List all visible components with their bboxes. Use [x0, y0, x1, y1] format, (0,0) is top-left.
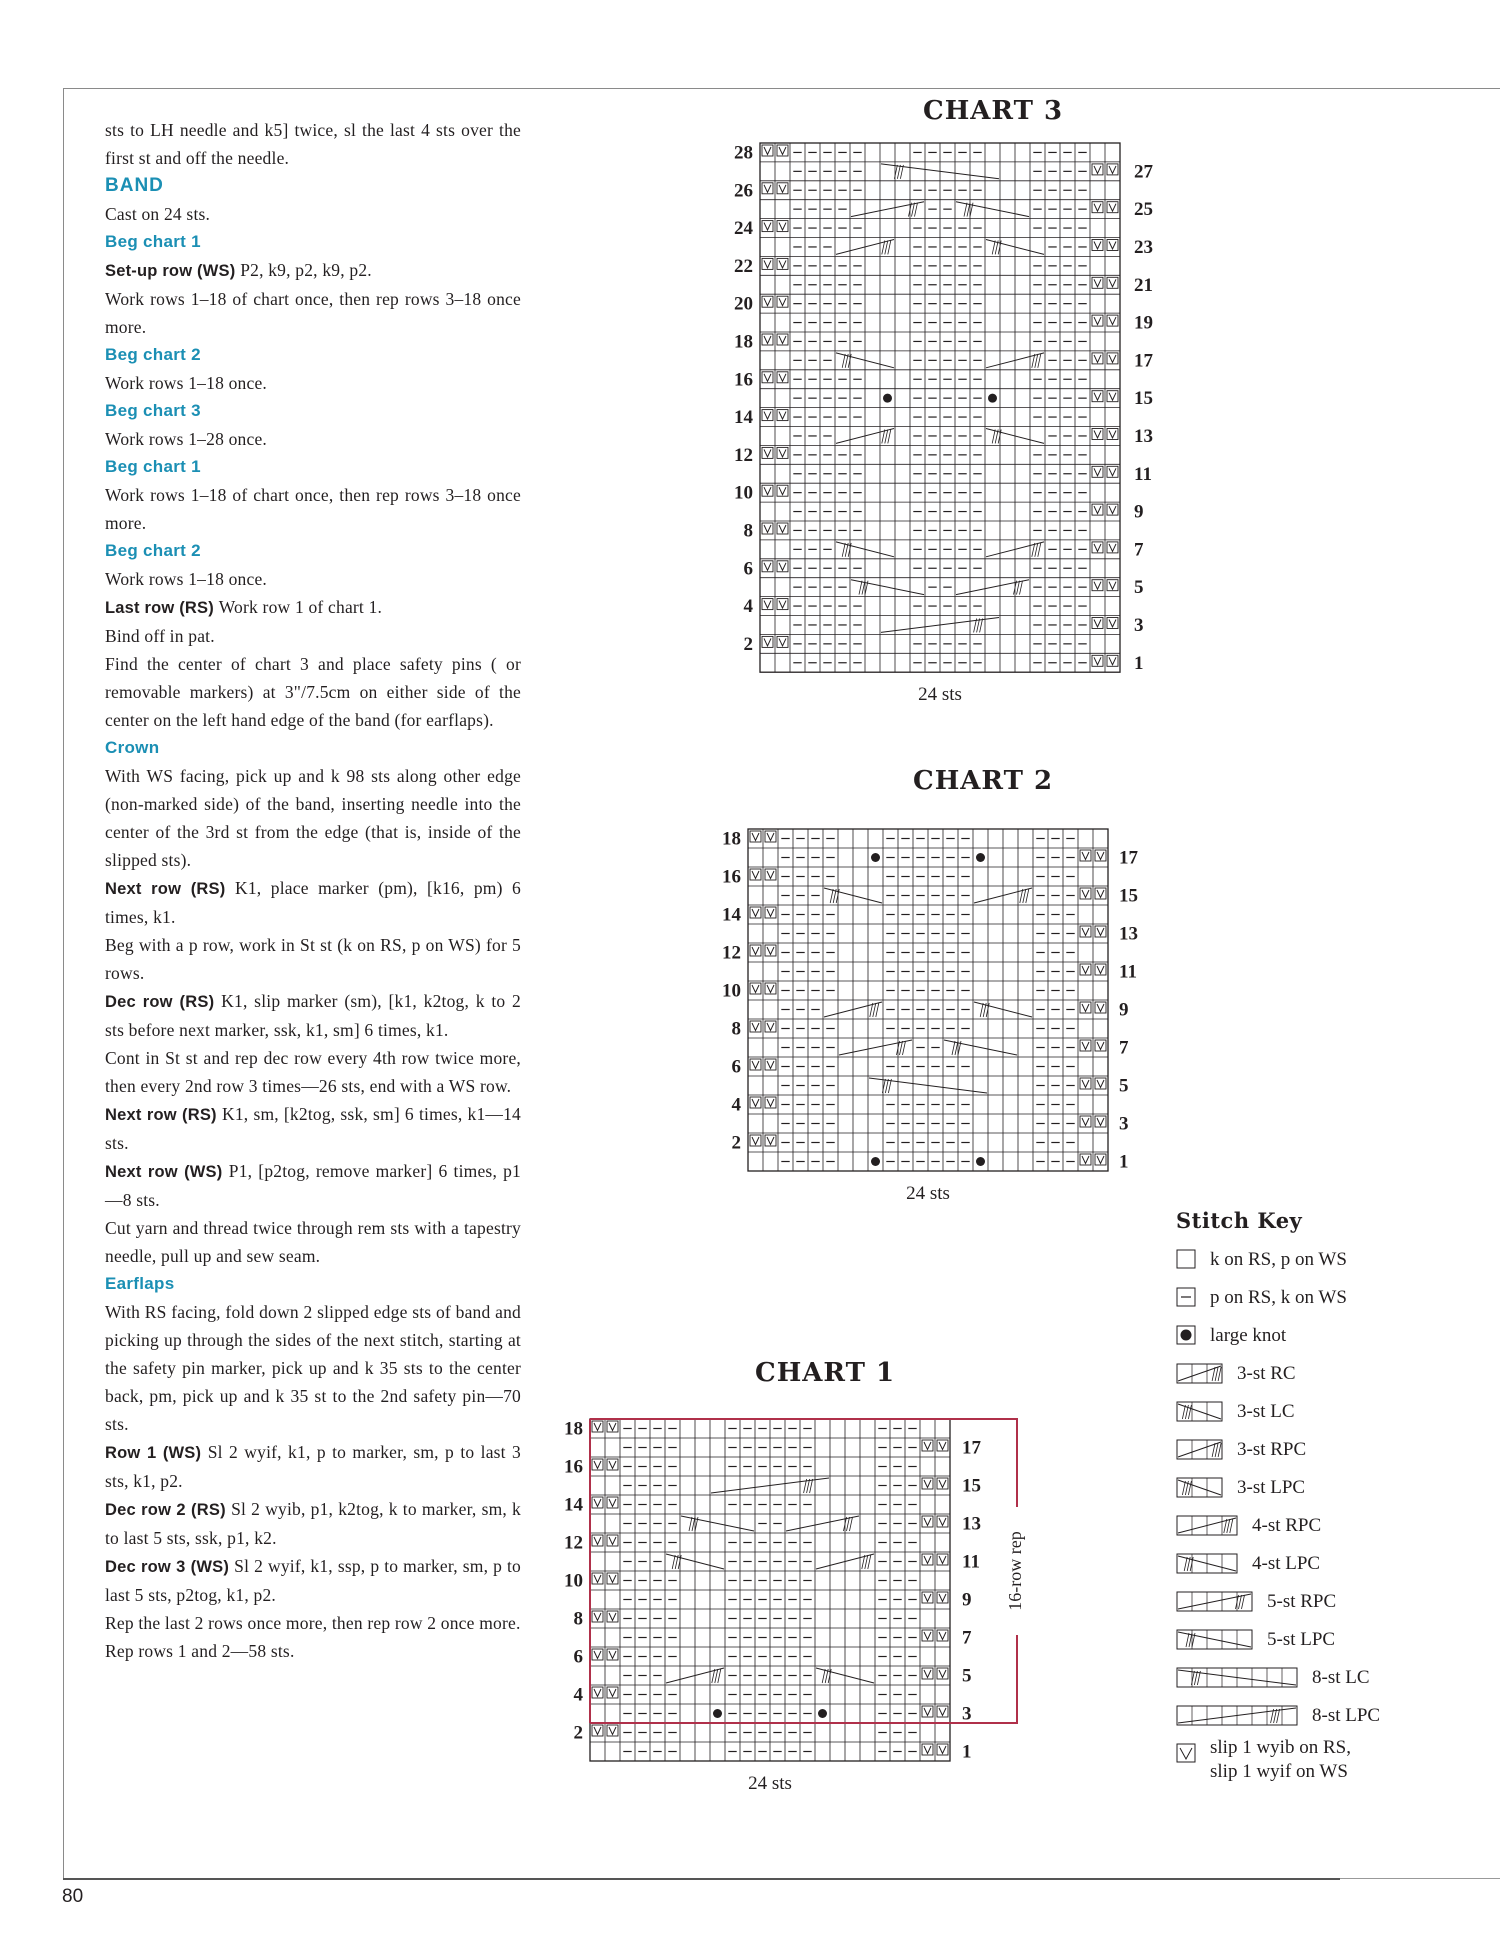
instruction-paragraph — [105, 874, 521, 931]
large-knot-dot — [871, 853, 880, 862]
row-number-left: 4 — [573, 1684, 583, 1706]
row-label: Dec row (RS) — [105, 993, 222, 1011]
stitch-key-label-line: 4-st LPC — [1252, 1553, 1321, 1574]
row-label: Dec row 2 (RS) — [105, 1501, 232, 1519]
row-number-right: 17 — [1119, 847, 1138, 869]
row-number-right: 3 — [962, 1703, 972, 1725]
row-number-left: 14 — [564, 1494, 583, 1516]
row-number-left: 2 — [731, 1132, 741, 1154]
row-label: Next row (RS) — [105, 1106, 223, 1124]
row-number-right: 15 — [962, 1475, 981, 1497]
stitch-key-label-line: 3-st RPC — [1237, 1439, 1307, 1460]
chart-1 — [540, 1413, 1120, 1803]
row-number-right: 7 — [1134, 539, 1144, 561]
instruction-paragraph — [105, 256, 521, 285]
stitch-key-label — [1267, 1629, 1335, 1651]
instruction-paragraph — [105, 1495, 521, 1552]
stitch-key-cable-symbol — [1176, 1438, 1225, 1462]
instruction-text: Sl 2 wyib, p1, k2tog, k to marker, sm, k to last 5 sts, ssk, p1, k2. — [105, 1499, 522, 1548]
instruction-text: Cut yarn and thread twice through rem sts with a tapestry needle, pull up and sew seam. — [105, 1218, 521, 1266]
instruction-text: Work rows 1–18 once. — [105, 569, 268, 589]
row-number-right: 25 — [1134, 199, 1153, 221]
row-number-left: 4 — [743, 596, 753, 618]
row-number-left: 12 — [734, 444, 753, 466]
row-number-left: 6 — [731, 1056, 741, 1078]
key-knot-dot — [1181, 1330, 1192, 1341]
row-number-right: 21 — [1134, 274, 1153, 296]
large-knot-dot — [713, 1709, 722, 1718]
chart-grid — [748, 829, 1108, 1171]
stitch-key-cable-symbol — [1176, 1476, 1225, 1500]
instruction-text: Work rows 1–28 once. — [105, 429, 268, 449]
row-label: Row 1 (WS) — [105, 1444, 208, 1462]
page-frame-top — [63, 88, 1500, 89]
chart-1-title: CHART 1 — [755, 1358, 896, 1388]
instruction-text: P1, [p2tog, remove marker] 6 times, p1—8 sts. — [105, 1161, 522, 1210]
row-number-left: 16 — [564, 1456, 583, 1478]
row-label: Next row (WS) — [105, 1163, 229, 1181]
row-number-left: 10 — [734, 482, 753, 504]
row-number-left: 18 — [722, 828, 741, 850]
instruction-text: With WS facing, pick up and k 98 sts along other edge (non-marked side) of the band, inserting needle into the center of the 3rd st from the edge (that is, inside of the slipped sts). — [105, 766, 521, 870]
stitch-key-label — [1237, 1477, 1305, 1499]
stitch-key-label — [1237, 1401, 1295, 1423]
stitch-key-label-line: 8-st LC — [1312, 1667, 1370, 1688]
stitch-key-label — [1237, 1439, 1306, 1461]
chart-2-title: CHART 2 — [913, 766, 1054, 796]
stitch-key-purl-symbol — [1176, 1286, 1198, 1310]
pattern-instructions — [105, 116, 521, 1665]
row-number-left: 14 — [722, 904, 741, 926]
stitch-key-cable-symbol — [1176, 1552, 1240, 1576]
large-knot-dot — [988, 394, 997, 403]
section-heading: Beg chart 2 — [105, 345, 201, 364]
row-number-left: 10 — [564, 1570, 583, 1592]
stitch-key-knot-symbol — [1176, 1324, 1198, 1348]
chart-grid — [760, 143, 1120, 672]
row-number-left: 6 — [743, 558, 753, 580]
instruction-paragraph — [105, 285, 521, 341]
row-label: Last row (RS) — [105, 599, 219, 617]
large-knot-dot — [883, 394, 892, 403]
row-number-right: 9 — [1134, 501, 1144, 523]
row-number-left: 26 — [734, 180, 753, 202]
stitch-key-label — [1210, 1736, 1351, 1784]
row-number-right: 13 — [1134, 425, 1153, 447]
stitch-key-cable-symbol — [1176, 1628, 1255, 1652]
row-number-right: 7 — [962, 1627, 972, 1649]
row-number-right: 27 — [1134, 161, 1153, 183]
stitch-key-label-line: 4-st RPC — [1252, 1515, 1322, 1536]
instruction-paragraph — [105, 762, 521, 874]
instruction-paragraph — [105, 931, 521, 987]
section-heading: Beg chart 1 — [105, 232, 201, 251]
large-knot-dot — [871, 1157, 880, 1166]
instruction-text: K1, sm, [k2tog, ssk, sm] 6 times, k1—14 sts. — [105, 1104, 521, 1153]
section-heading: Crown — [105, 738, 160, 757]
instruction-paragraph — [105, 1438, 521, 1495]
page-frame-bottom — [63, 1878, 1340, 1880]
row-number-left: 4 — [731, 1094, 741, 1116]
stitch-key-label — [1210, 1287, 1347, 1309]
instruction-text: With RS facing, fold down 2 slipped edge sts of band and picking up through the sides of the next stitch, starting at the safety pin marker, pick up and k 35 sts to the center back, pm, pick up and k 35 st to the 2nd safety pin—70 sts. — [105, 1302, 521, 1434]
row-number-right: 15 — [1119, 885, 1138, 907]
instruction-text: Work row 1 of chart 1. — [218, 597, 383, 617]
large-knot-dot — [976, 853, 985, 862]
chart-2 — [700, 822, 1260, 1212]
row-number-right: 23 — [1134, 236, 1153, 258]
row-number-left: 2 — [743, 633, 753, 655]
instruction-paragraph — [105, 1298, 521, 1438]
instruction-text: Find the center of chart 3 and place safety pins ( or removable markers) at 3"/7.5cm on either side of the center on the left hand edge of the band (for earflaps). — [105, 654, 521, 730]
stitch-key-label — [1252, 1515, 1321, 1537]
chart-3-title: CHART 3 — [923, 96, 1064, 126]
stitch-key-label-line: k on RS, p on WS — [1210, 1249, 1347, 1270]
chart-3 — [700, 137, 1300, 717]
instruction-paragraph — [105, 565, 521, 593]
row-number-left: 10 — [722, 980, 741, 1002]
stitch-key-cable-symbol — [1176, 1514, 1240, 1538]
stitch-key-label-line: 5-st RPC — [1267, 1591, 1337, 1612]
section-heading: Earflaps — [105, 1274, 175, 1293]
row-label: Dec row 3 (WS) — [105, 1558, 235, 1576]
instruction-paragraph — [105, 1100, 521, 1157]
stitch-key-label — [1312, 1667, 1370, 1689]
row-number-right: 9 — [962, 1589, 972, 1611]
instruction-text: P2, k9, p2, k9, p2. — [240, 260, 372, 280]
instruction-text: Rep rows 1 and 2—58 sts. — [105, 1641, 295, 1661]
stitch-key-label-line: 5-st LPC — [1267, 1629, 1336, 1650]
row-number-right: 17 — [1134, 350, 1153, 372]
row-number-left: 18 — [734, 331, 753, 353]
row-number-left: 8 — [573, 1608, 583, 1630]
page-frame-left — [63, 88, 64, 1878]
instruction-paragraph — [105, 987, 521, 1044]
row-number-right: 3 — [1134, 614, 1144, 636]
row-number-left: 16 — [722, 866, 741, 888]
row-number-left: 8 — [743, 520, 753, 542]
row-number-left: 16 — [734, 369, 753, 391]
instruction-paragraph — [105, 200, 521, 228]
stitch-key-label — [1210, 1249, 1347, 1271]
stitch-key-cable-symbol — [1176, 1400, 1225, 1424]
stitch-key-label-line: 3-st LC — [1237, 1401, 1295, 1422]
stitch-key-label-line: 8-st LPC — [1312, 1705, 1381, 1726]
key-box — [1177, 1250, 1195, 1268]
row-number-right: 5 — [962, 1665, 972, 1687]
section-heading: Beg chart 2 — [105, 541, 201, 560]
row-number-right: 1 — [1119, 1151, 1129, 1173]
instruction-paragraph — [105, 650, 521, 734]
instruction-text: K1, slip marker (sm), [k1, k2tog, k to 2 sts before next marker, ssk, k1, sm] 6 times, k1. — [105, 991, 521, 1040]
stitch-key-label-line: slip 1 wyif on WS — [1210, 1761, 1348, 1782]
row-number-left: 6 — [573, 1646, 583, 1668]
repeat-label: 16-row rep — [1005, 1531, 1026, 1611]
row-number-right: 15 — [1134, 388, 1153, 410]
row-number-left: 12 — [722, 942, 741, 964]
row-number-left: 22 — [734, 255, 753, 277]
instruction-text: K1, place marker (pm), [k16, pm) 6 times, k1. — [105, 878, 521, 927]
stitch-key-label — [1210, 1325, 1286, 1347]
instruction-paragraph — [105, 1214, 521, 1270]
instruction-text: Bind off in pat. — [105, 626, 215, 646]
row-number-right: 3 — [1119, 1113, 1129, 1135]
stitch-key-cable-symbol — [1176, 1362, 1225, 1386]
chart-width-label: 24 sts — [906, 1183, 950, 1204]
instruction-paragraph — [105, 593, 521, 622]
row-label: Next row (RS) — [105, 880, 236, 898]
instruction-text: Cast on 24 sts. — [105, 204, 211, 224]
row-number-left: 2 — [573, 1722, 583, 1744]
page-number: 80 — [62, 1886, 84, 1907]
row-number-left: 12 — [564, 1532, 583, 1554]
instruction-paragraph — [105, 1157, 521, 1214]
instruction-paragraph — [105, 1552, 521, 1609]
stitch-key-label-line: 3-st RC — [1237, 1363, 1296, 1384]
section-heading: Beg chart 1 — [105, 457, 201, 476]
chart-grid — [590, 1419, 950, 1761]
stitch-key-label-line: large knot — [1210, 1325, 1287, 1346]
chart-width-label: 24 sts — [748, 1773, 792, 1794]
row-number-right: 13 — [962, 1513, 981, 1535]
stitch-key-label-line: p on RS, k on WS — [1210, 1287, 1347, 1308]
instruction-paragraph — [105, 622, 521, 650]
row-number-right: 13 — [1119, 923, 1138, 945]
instruction-paragraph — [105, 425, 521, 453]
stitch-key-slip-symbol — [1176, 1742, 1198, 1766]
instruction-text: Sl 2 wyif, k1, p to marker, sm, p to last 3 sts, k1, p2. — [105, 1442, 521, 1491]
row-number-left: 14 — [734, 407, 753, 429]
row-number-right: 17 — [962, 1437, 981, 1459]
stitch-key-label-line: slip 1 wyib on RS, — [1210, 1737, 1351, 1758]
row-number-right: 5 — [1119, 1075, 1129, 1097]
stitch-key-label — [1237, 1363, 1296, 1385]
row-label: Set-up row (WS) — [105, 262, 241, 280]
row-number-left: 20 — [734, 293, 753, 315]
row-number-right: 19 — [1134, 312, 1153, 334]
instruction-text: Sl 2 wyif, k1, ssp, p to marker, sm, p to last 5 sts, p2tog, k1, p2. — [105, 1556, 521, 1605]
instruction-paragraph — [105, 369, 521, 397]
instruction-text: Work rows 1–18 once. — [105, 373, 268, 393]
instruction-text: Work rows 1–18 of chart once, then rep rows 3–18 once more. — [105, 485, 521, 533]
instruction-paragraph — [105, 481, 521, 537]
instruction-paragraph — [105, 116, 521, 172]
large-knot-dot — [818, 1709, 827, 1718]
stitch-key-cable-symbol — [1176, 1666, 1300, 1690]
row-number-left: 18 — [564, 1418, 583, 1440]
stitch-key-knit-symbol — [1176, 1248, 1198, 1272]
instruction-text: Work rows 1–18 of chart once, then rep rows 3–18 once more. — [105, 289, 521, 337]
row-number-right: 11 — [1134, 463, 1152, 485]
large-knot-dot — [976, 1157, 985, 1166]
row-number-right: 7 — [1119, 1037, 1129, 1059]
row-number-right: 11 — [1119, 961, 1137, 983]
instruction-text: Rep the last 2 rows once more, then rep row 2 once more. — [105, 1613, 521, 1633]
stitch-key-cable-symbol — [1176, 1590, 1255, 1614]
stitch-key-title: Stitch Key — [1176, 1208, 1303, 1233]
instruction-paragraph — [105, 1609, 521, 1637]
instruction-paragraph — [105, 1044, 521, 1100]
row-number-right: 11 — [962, 1551, 980, 1573]
row-number-right: 9 — [1119, 999, 1129, 1021]
stitch-key-cable-symbol — [1176, 1704, 1300, 1728]
instruction-paragraph — [105, 1637, 521, 1665]
row-number-left: 28 — [734, 142, 753, 164]
row-number-right: 1 — [962, 1741, 972, 1763]
instruction-text: Beg with a p row, work in St st (k on RS, p on WS) for 5 rows. — [105, 935, 521, 983]
row-number-left: 8 — [731, 1018, 741, 1040]
row-number-right: 5 — [1134, 577, 1144, 599]
stitch-key-label — [1312, 1705, 1380, 1727]
stitch-key-label — [1267, 1591, 1336, 1613]
stitch-key-label-line: 3-st LPC — [1237, 1477, 1306, 1498]
row-number-right: 1 — [1134, 652, 1144, 674]
section-heading: BAND — [105, 175, 164, 196]
stitch-key-label — [1252, 1553, 1320, 1575]
chart-width-label: 24 sts — [918, 684, 962, 706]
page-frame-bottom-right — [1340, 1878, 1500, 1879]
instruction-text: Cont in St st and rep dec row every 4th row twice more, then every 2nd row 3 times—26 sts, end with a WS row. — [105, 1048, 521, 1096]
section-heading: Beg chart 3 — [105, 401, 201, 420]
instruction-text: sts to LH needle and k5] twice, sl the last 4 sts over the first st and off the needle. — [105, 120, 521, 168]
row-number-left: 24 — [734, 218, 753, 240]
